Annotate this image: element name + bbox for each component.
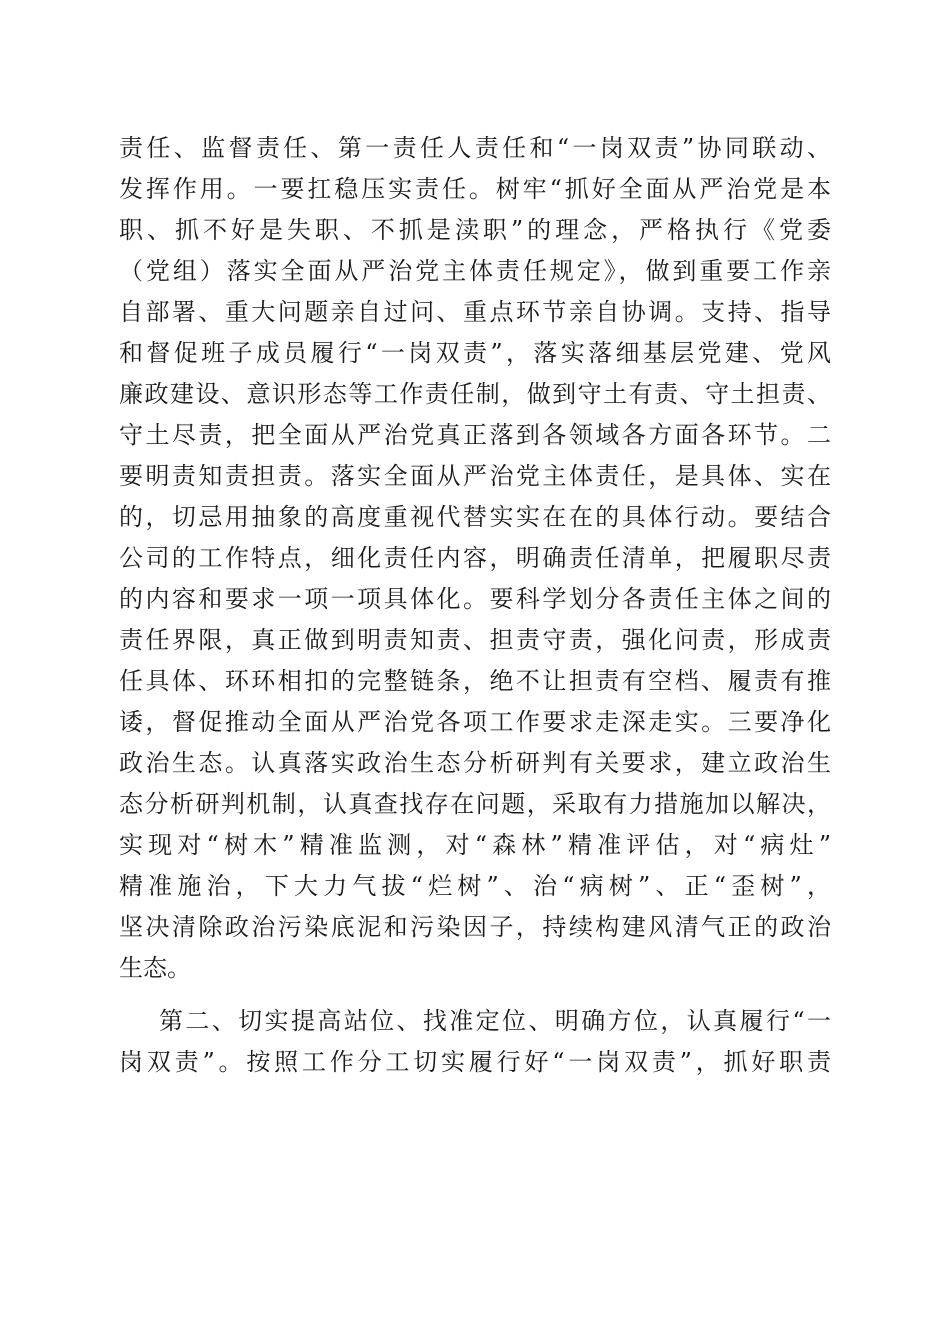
text-line: 政治生态。认真落实政治生态分析研判有关要求，建立政治生	[119, 749, 831, 777]
text-line: 态分析研判机制，认真查找存在问题，采取有力措施加以解决，	[119, 790, 831, 818]
text-line: 的，切忌用抽象的高度重视代替实实在在的具体行动。要结合	[119, 503, 831, 531]
text-line: 责任、监督责任、第一责任人责任和“一岗双责”协同联动、	[119, 134, 831, 162]
text-line: 诿，督促推动全面从严治党各项工作要求走深走实。三要净化	[119, 708, 831, 736]
paragraph-2	[119, 1001, 831, 1083]
text-line: （党组）落实全面从严治党主体责任规定》，做到重要工作亲	[119, 257, 831, 285]
text-line: 坚决清除政治污染底泥和污染因子，持续构建风清气正的政治	[119, 913, 831, 941]
text-line: 廉政建设、意识形态等工作责任制，做到守土有责、守土担责、	[119, 380, 831, 408]
text-line: 的内容和要求一项一项具体化。要科学划分各责任主体之间的	[119, 585, 831, 613]
text-line: 任具体、环环相扣的完整链条，绝不让担责有空档、履责有推	[119, 667, 831, 695]
text-line: 守土尽责，把全面从严治党真正落到各领域各方面各环节。二	[119, 421, 831, 449]
text-line: 发挥作用。一要扛稳压实责任。树牢“抓好全面从严治党是本	[119, 175, 831, 203]
text-line: 第二、切实提高站位、找准定位、明确方位，认真履行“一	[159, 1007, 831, 1035]
paragraph-spacer	[119, 989, 831, 1001]
text-line: 生态。	[119, 954, 191, 982]
text-line: 公司的工作特点，细化责任内容，明确责任清单，把履职尽责	[119, 544, 831, 572]
text-line: 职、抓不好是失职、不抓是渎职”的理念，严格执行《党委	[119, 216, 831, 244]
text-line: 岗双责”。按照工作分工切实履行好“一岗双责”，抓好职责	[119, 1048, 831, 1076]
document-body	[119, 128, 831, 1083]
text-line: 和督促班子成员履行“一岗双责”，落实落细基层党建、党风	[119, 339, 831, 367]
text-line: 自部署、重大问题亲自过问、重点环节亲自协调。支持、指导	[119, 298, 831, 326]
paragraph-1	[119, 128, 831, 989]
text-line: 精准施治，下大力气拔“烂树”、治“病树”、正“歪树”，	[119, 872, 831, 900]
text-line: 责任界限，真正做到明责知责、担责守责，强化问责，形成责	[119, 626, 831, 654]
text-line: 实现对“树木”精准监测，对“森林”精准评估，对“病灶”	[119, 831, 831, 859]
text-line: 要明责知责担责。落实全面从严治党主体责任，是具体、实在	[119, 462, 831, 490]
